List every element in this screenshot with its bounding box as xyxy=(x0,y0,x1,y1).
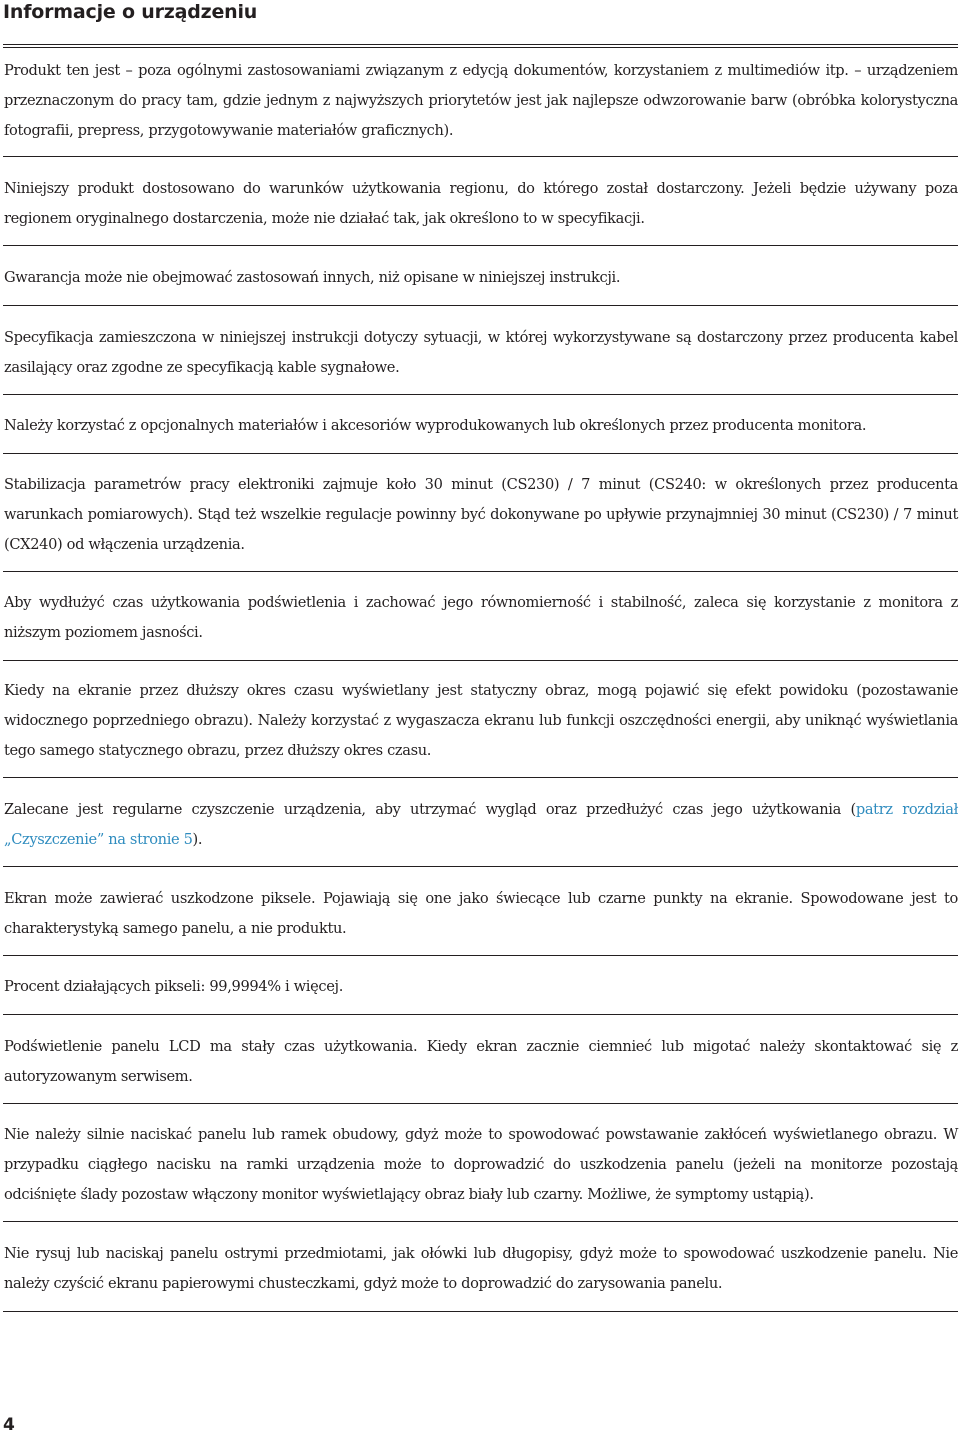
paragraph-backlight-brightness: Aby wydłużyć czas użytkowania podświetlenia i zachować jego równomierność i stabilność, zaleca się korzystanie z monitora z niższym poziomem jasności. xyxy=(4,594,958,641)
divider xyxy=(3,453,958,454)
paragraph-stabilization: Stabilizacja parametrów pracy elektroniki zajmuje koło 30 minut (CS230) / 7 minut (CS240: w określonych przez producenta warunkach pomiarowych). Stąd też wszelkie regulacje powinny być dokonywane po upływie przynajmniej 30 minut (CS230) / 7 minut (CX240) od włączenia urządzenia. xyxy=(4,476,958,553)
divider xyxy=(3,1311,958,1312)
paragraph-pressure-warning: Nie należy silnie naciskać panelu lub ramek obudowy, gdyż może to spowodować powstawanie zakłóceń wyświetlanego obrazu. W przypadku ciągłego nacisku na ramki urządzenia może to doprowadzić do uszkodzenia panelu (jeżeli na monitorze pozostają odciśnięte ślady pozostaw włączony monitor wyświetlający obraz biały lub czarny. Możliwe, że symptomy ustąpią). xyxy=(4,1126,958,1203)
divider xyxy=(3,955,958,956)
heading-double-rule xyxy=(3,44,958,49)
paragraph-region: Niniejszy produkt dostosowano do warunków użytkowania regionu, do którego został dostarczony. Jeżeli będzie używany poza regionem oryginalnego dostarczenia, może nie działać tak, jak określono to w specyfikacji. xyxy=(4,180,958,227)
divider xyxy=(3,866,958,867)
paragraph-warranty: Gwarancja może nie obejmować zastosowań innych, niż opisane w niniejszej instrukcji. xyxy=(4,269,621,286)
paragraph-scratch-warning: Nie rysuj lub naciskaj panelu ostrymi przedmiotami, jak ołówki lub długopisy, gdyż może to spowodować uszkodzenie panelu. Nie należy czyścić ekranu papierowymi chusteczkami, gdyż może to doprowadzić do zarysowania panelu. xyxy=(4,1245,958,1292)
divider xyxy=(3,1103,958,1104)
paragraph-cleaning xyxy=(4,795,958,855)
paragraph-accessories: Należy korzystać z opcjonalnych materiałów i akcesoriów wyprodukowanych lub określonych przez producenta monitora. xyxy=(4,417,867,434)
divider xyxy=(3,245,958,246)
cleaning-text-after: ). xyxy=(192,831,203,848)
page-number: 4 xyxy=(3,1415,15,1435)
divider xyxy=(3,1221,958,1222)
section-heading: Informacje o urządzeniu xyxy=(3,1,258,23)
divider xyxy=(3,156,958,157)
paragraph-defective-pixels: Ekran może zawierać uszkodzone piksele. Pojawiają się one jako świecące lub czarne punkty na ekranie. Spowodowane jest to charakterystyką samego panelu, a nie produktu. xyxy=(4,890,958,937)
cleaning-text-before: Zalecane jest regularne czyszczenie urządzenia, aby utrzymać wygląd oraz przedłużyć czas jego użytkowania ( xyxy=(4,801,856,818)
paragraph-product-purpose: Produkt ten jest – poza ogólnymi zastosowaniami związanym z edycją dokumentów, korzystaniem z multimediów itp. – urządzeniem przeznaczonym do pracy tam, gdzie jednym z najwyższych priorytetów jest jak najlepsze odwzorowanie barw (obróbka kolorystyczna fotografii, prepress, przygotowywanie materiałów graficznych). xyxy=(4,62,958,139)
paragraph-specification: Specyfikacja zamieszczona w niniejszej instrukcji dotyczy sytuacji, w której wykorzystywane są dostarczony przez producenta kabel zasilający oraz zgodne ze specyfikacją kable sygnałowe. xyxy=(4,329,958,376)
divider xyxy=(3,305,958,306)
divider xyxy=(3,571,958,572)
divider xyxy=(3,777,958,778)
paragraph-lcd-backlight: Podświetlenie panelu LCD ma stały czas użytkowania. Kiedy ekran zacznie ciemnieć lub migotać należy skontaktować się z autoryzowanym serwisem. xyxy=(4,1038,958,1085)
paragraph-image-retention: Kiedy na ekranie przez dłuższy okres czasu wyświetlany jest statyczny obraz, mogą pojawić się efekt powidoku (pozostawanie widocznego poprzedniego obrazu). Należy korzystać z wygaszacza ekranu lub funkcji oszczędności energii, aby uniknąć wyświetlania tego samego statycznego obrazu, przez dłuższy okres czasu. xyxy=(4,682,958,759)
divider xyxy=(3,660,958,661)
divider xyxy=(3,394,958,395)
cleaning-chapter-link[interactable]: patrz rozdział „Czyszczenie” na stronie 5 xyxy=(4,801,958,848)
divider xyxy=(3,1014,958,1015)
paragraph-pixel-percentage: Procent działających pikseli: 99,9994% i więcej. xyxy=(4,978,343,995)
